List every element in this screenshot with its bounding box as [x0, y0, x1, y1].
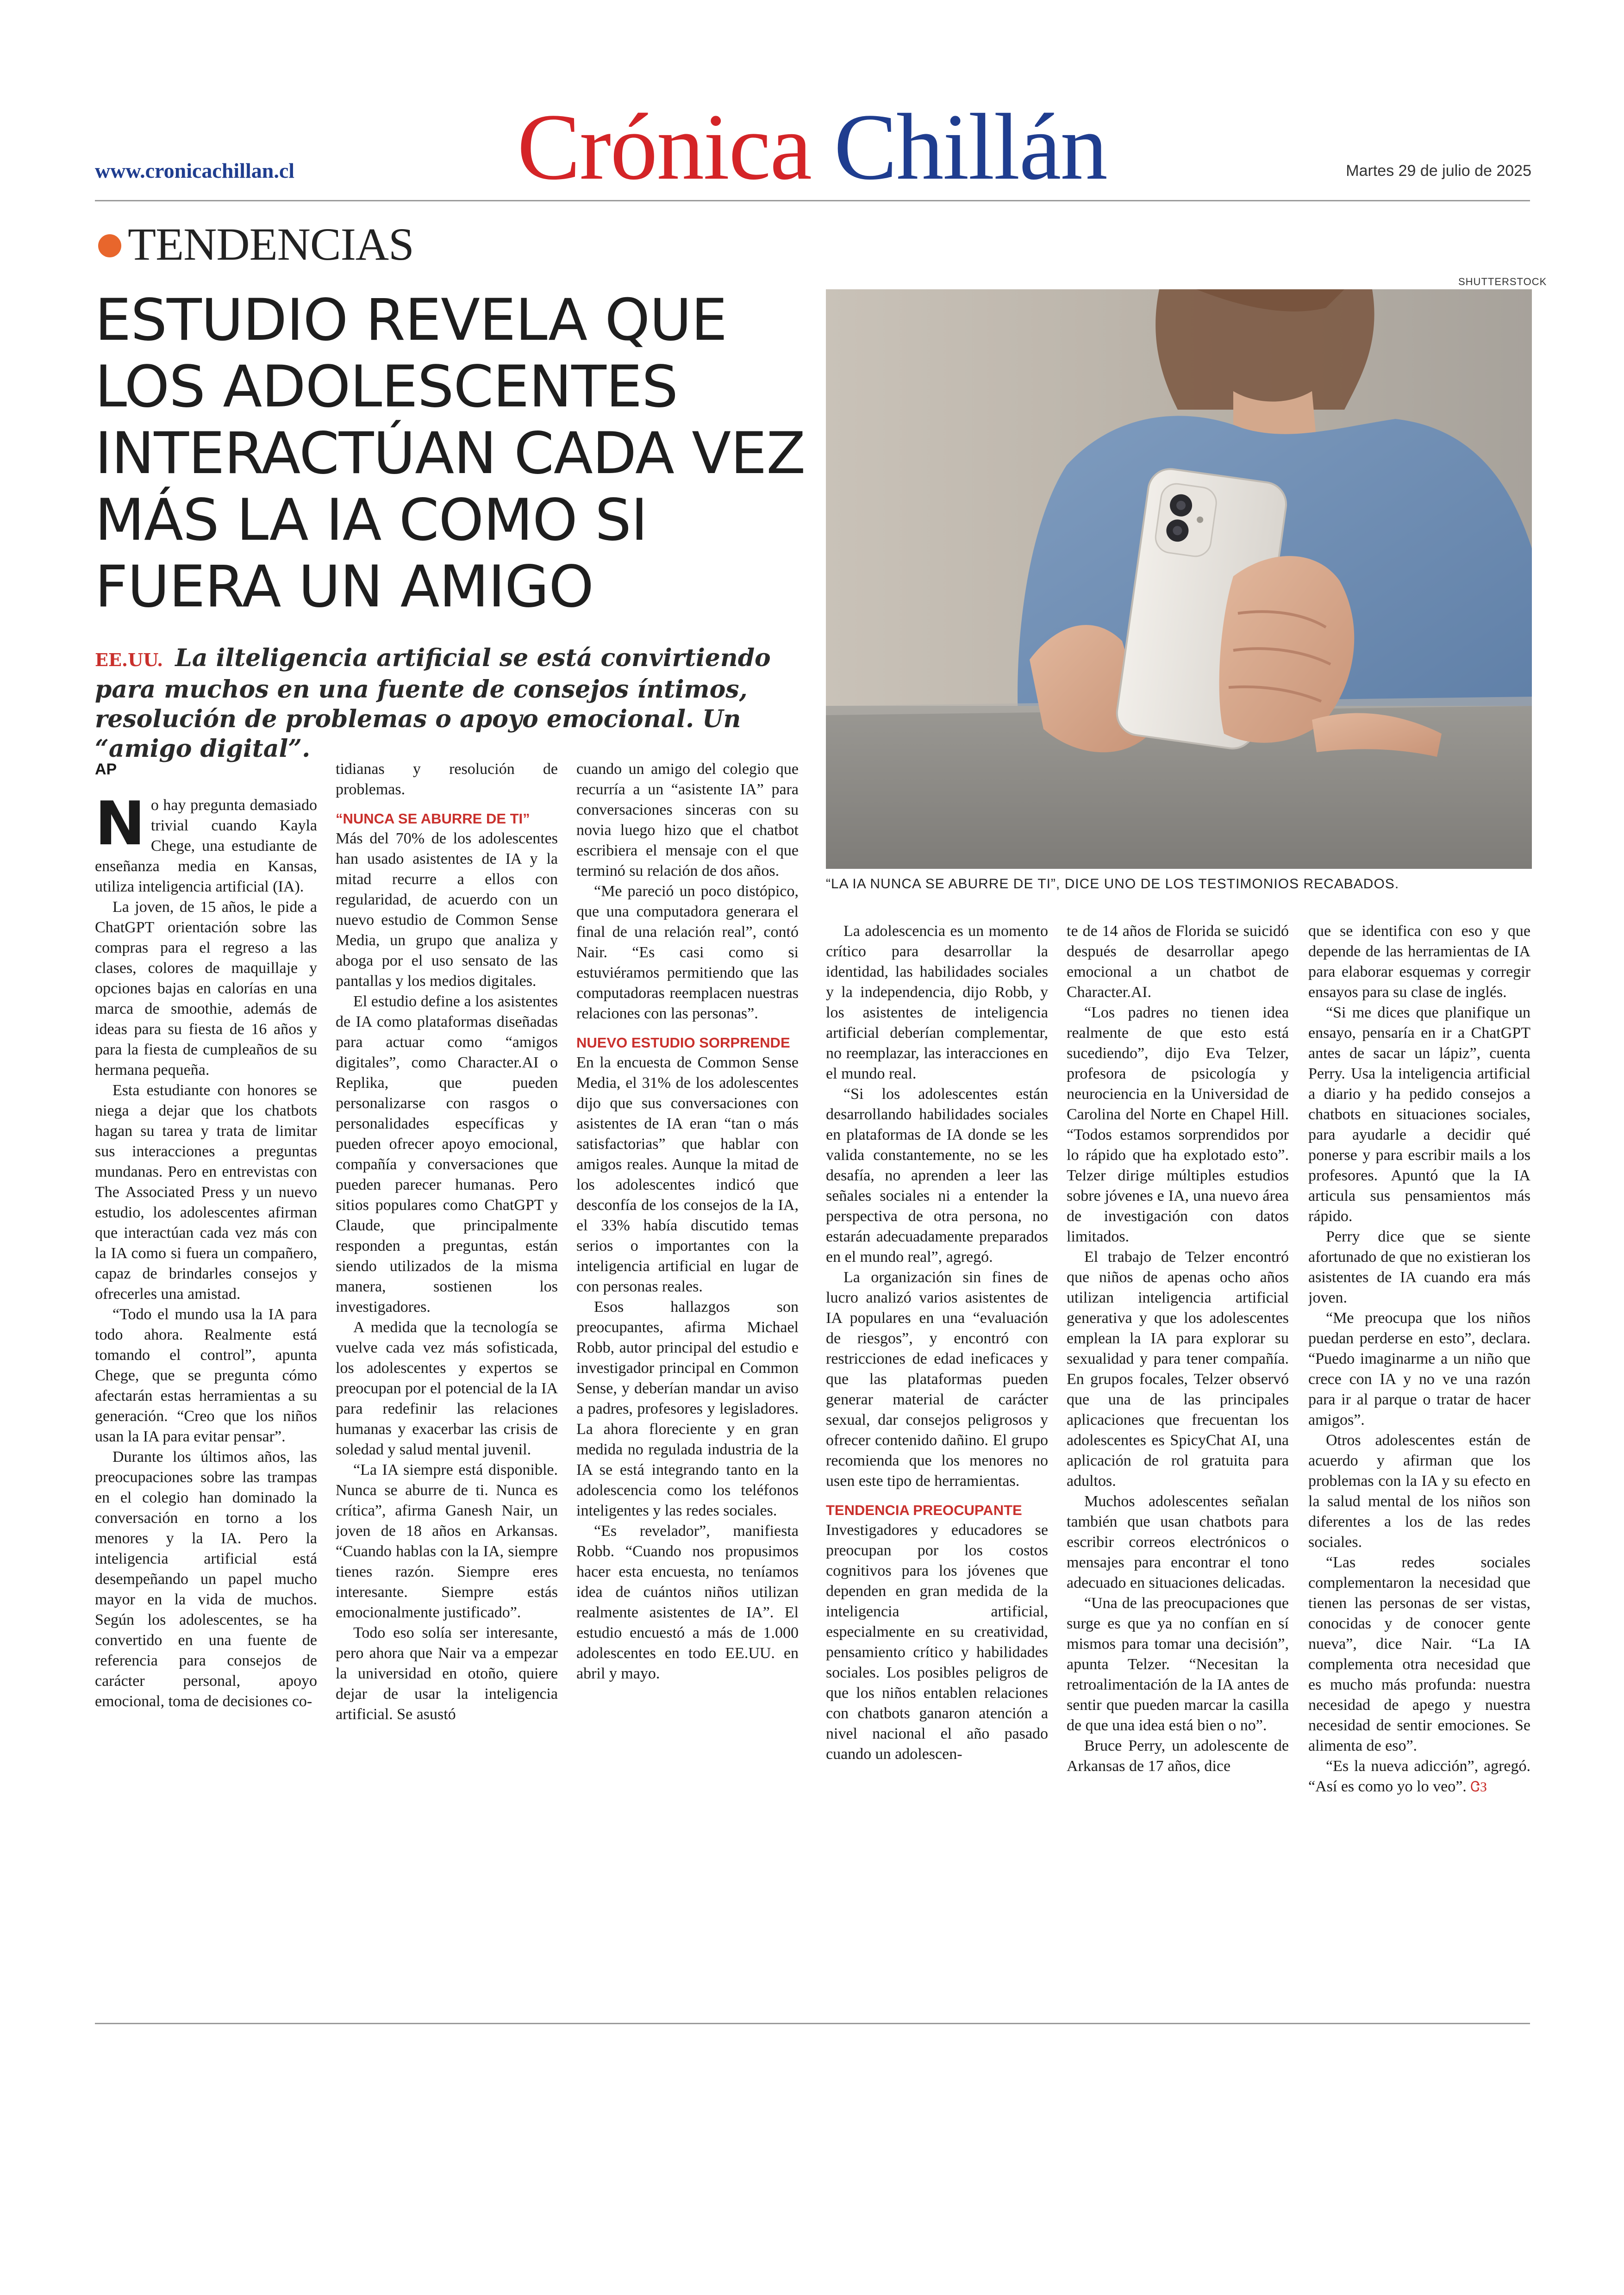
paragraph: Durante los últimos años, las preocupaciones sobre las trampas en el colegio han dominado la conversación en torno a los menores y la IA. Pero la inteligencia artificial está desempeñando un papel mucho mayor en la vida de muchos. Según los adolescentes, se ha convertido en una fuente de referencia para consejos de carácter personal, apoyo emocional, toma de decisiones co- — [95, 1448, 317, 1710]
paragraph: Perry dice que se siente afortunado de que no existieran los asistentes de IA cuando era más joven. — [1308, 1228, 1530, 1306]
paragraph: La adolescencia es un momento crítico para desarrollar la identidad, las habilidades sociales y la independencia, dijo Robb, y los asistentes de inteligencia artificial deberían complementar, no reemplazar, las interacciones en el mundo real. — [826, 923, 1048, 1082]
paragraph: Muchos adolescentes señalan también que usan chatbots para escribir correos electrónicos o mensajes para encontrar el tono adecuado en situaciones delicadas. — [1067, 1493, 1289, 1591]
top-divider — [95, 200, 1530, 201]
deck-text: La ilteligencia artificial se está convirtiendo para muchos en una fuente de consejos íntimos, resolución de problemas o apoyo emocional. Un “amigo digital”. — [95, 644, 771, 763]
masthead-title-part1: Crónica — [517, 94, 812, 200]
deck-location-tag: EE.UU. — [95, 649, 163, 670]
site-url[interactable]: www.cronicachillan.cl — [95, 159, 295, 182]
lead-paragraph: No hay pregunta demasiado trivial cuando Kayla Chege, una estudiante de enseñanza media en Kansas, utiliza inteligencia artificial (IA). — [95, 788, 317, 895]
paragraph: La organización sin fines de lucro analizó varios asistentes de IA populares en una “evaluación de riesgos”, y encontró con restricciones de edad ineficaces y que las plataformas pueden generar material de carácter sexual, dar consejos peligrosos y ofrecer contenido dañino. El grupo recomienda que los menores no usen este tipo de herramientas. — [826, 1269, 1048, 1490]
paragraph: “Me pareció un poco distópico, que una computadora generara el final de una relación real”, contó Nair. “Es casi como si estuviéramos permitiendo que las computadoras reemplacen nuestras relaciones con las personas”. — [576, 883, 799, 1022]
deck — [95, 643, 817, 764]
paragraph: El estudio define a los asistentes de IA como plataformas diseñadas para actuar como “amigos digitales”, como Character.AI o Replika, que pueden personalizarse con rasgos o personalidades específicas y pueden ofrecer apoyo emocional, compañía y conversaciones que pueden parecer humanas. Pero sitios populares como ChatGPT y Claude, que principalmente responden a preguntas, están siendo utilizados de la misma manera, sostienen los investigadores. — [336, 993, 558, 1316]
phone-hands-illustration — [826, 289, 1532, 869]
paragraph: “Es revelador”, manifiesta Robb. “Cuando nos propusimos hacer esta encuesta, no teníamos idea de cuántos niños utilizan realmente asistentes de IA”. El estudio encuestó a más de 1.000 adolescentes en todo EE.UU. en abril y mayo. — [576, 1522, 799, 1682]
paragraph: “Las redes sociales complementaron la necesidad que tienen las personas de ser vistas, conocidas y de conocer gente nueva”, dice Nair. “La IA complementa otra necesidad que es mucho más profunda: nuestra necesidad de apego y nuestra necesidad de sentir emociones. Se alimenta de eso”. — [1308, 1554, 1530, 1754]
paragraph: Otros adolescentes están de acuerdo y afirman que los problemas con la IA y su efecto en la salud mental de los niños son diferentes a los de las redes sociales. — [1308, 1432, 1530, 1551]
article-column-4 — [826, 921, 1048, 1916]
paragraph: La joven, de 15 años, le pide a ChatGPT orientación sobre las compras para el regreso a las clases, colores de maquillaje y opciones bajas en calorías en una marca de smoothie, además de ideas para su fiesta de 16 años y para la fiesta de cumpleaños de su hermana pequeña. — [95, 898, 317, 1079]
paragraph: “Una de las preocupaciones que surge es que ya no confían en sí mismos para tomar una decisión”, apunta Telzer. “Necesitan la retroalimentación de la IA antes de sentir que pueden marcar la casilla de que una idea está bien o no”. — [1067, 1595, 1289, 1734]
paragraph: Todo eso solía ser interesante, pero ahora que Nair va a empezar la universidad en otoño, quiere dejar de usar la inteligencia artificial. Se asustó — [336, 1624, 558, 1723]
article-photo — [826, 289, 1532, 869]
dropcap: N — [95, 788, 145, 859]
subheading-tendencia-preocupante: TENDENCIA PREOCUPANTE — [826, 1502, 1022, 1518]
paragraph: “Si me dices que planifique un ensayo, pensaría en ir a ChatGPT antes de sacar un lápiz”, cuenta Perry. Usa la inteligencia artificial a diario y ha pedido consejos a chatbots en situaciones sociales, para ayudarle a decidir qué ponerse y para escribir mails a los profesores. Apuntó que la IA articula sus pensamientos más rápido. — [1308, 1004, 1530, 1225]
article-column-6 — [1308, 921, 1530, 1916]
article-column-2 — [336, 759, 558, 1916]
photo-caption: “LA IA NUNCA SE ABURRE DE TI”, DICE UNO DE LOS TESTIMONIOS RECABADOS. — [826, 876, 1399, 892]
paragraph: Esta estudiante con honores se niega a dejar que los chatbots hagan su tarea y trata de limitar sus interacciones a preguntas mundanas. Pero en entrevistas con The Associated Press y un nuevo estudio, los adolescentes afirman que interactúan cada vez más con la IA como si fuera un compañero, capaz de brindarles consejos y ofrecerles una amistad. — [95, 1082, 317, 1303]
masthead-title-part2: Chillán — [834, 94, 1107, 200]
paragraph-continued: tidianas y resolución de problemas. — [336, 761, 558, 798]
closing-paragraph: “Es la nueva adicción”, agregó. “Así es como yo lo veo”. ᏣЗ — [1308, 1758, 1530, 1795]
paragraph: “Los padres no tienen idea realmente de que esto está sucediendo”, dijo Eva Telzer, profesora de psicología y neurociencia en la Universidad de Carolina del Norte en Chapel Hill. “Todos estamos sorprendidos por lo rápido que ha explotado esto”. Telzer dirige múltiples estudios sobre jóvenes e IA, una nuevo área de investigación con datos limitados. — [1067, 1004, 1289, 1245]
article-column-5 — [1067, 921, 1289, 1916]
bottom-divider — [95, 2023, 1530, 2024]
article-column-3 — [576, 759, 799, 1916]
photo-credit: SHUTTERSTOCK — [1458, 276, 1547, 287]
section-label: TENDENCIAS — [128, 218, 414, 270]
byline: AP — [95, 761, 117, 778]
paragraph: Investigadores y educadores se preocupan por los costos cognitivos para los jóvenes que dependen en gran medida de la inteligencia artificial, especialmente en su creatividad, pensamiento crítico y habilidades sociales. Los posibles peligros de que los niños entablen relaciones con chatbots ganaron atención a nivel nacional el año pasado cuando un adolescen- — [826, 1522, 1048, 1763]
paragraph-continued: cuando un amigo del colegio que recurría a un “asistente IA” para conversaciones sinceras con su novia luego hizo que el chatbot escribiera el mensaje con el que terminó su relación de dos años. — [576, 761, 799, 879]
issue-date: Martes 29 de julio de 2025 — [1346, 162, 1531, 180]
paragraph: “La IA siempre está disponible. Nunca se aburre de ti. Nunca es crítica”, afirma Ganesh Nair, un joven de 18 años en Arkansas. “Cuando hablas con la IA, siempre tienes razón. Siempre eres interesante. Siempre estás emocionalmente justificado”. — [336, 1461, 558, 1621]
subheading-nunca-se-aburre: “NUNCA SE ABURRE DE TI” — [336, 811, 530, 827]
paragraph: El trabajo de Telzer encontró que niños de apenas ocho años utilizan inteligencia artificial generativa y que los adolescentes emplean la IA para explorar su sexualidad y para tener compañía. En grupos focales, Telzer observó que una de las principales aplicaciones que frecuentan los adolescentes es SpicyChat AI, una aplicación de rol gratuita para adultos. — [1067, 1248, 1289, 1490]
paragraph: “Si los adolescentes están desarrollando habilidades sociales en plataformas de IA donde se les valida constantemente, no se les desafía, no aprenden a leer las señales sociales ni a entender la perspectiva de otra persona, no estarán adecuadamente preparados en el mundo real”, agregó. — [826, 1085, 1048, 1266]
paragraph: Esos hallazgos son preocupantes, afirma Michael Robb, autor principal del estudio e investigador principal en Common Sense, y deberían mandar un aviso a padres, profesores y legisladores. La ahora floreciente y en gran medida no regulada industria de la IA se está integrando tanto en la adolescencia como los teléfonos inteligentes y las redes sociales. — [576, 1298, 799, 1519]
paragraph: “Todo el mundo usa la IA para todo ahora. Realmente está tomando el control”, apunta Chege, que se pregunta cómo afectarán estas herramientas a su generación. “Creo que los niños usan la IA para evitar pensar”. — [95, 1306, 317, 1445]
headline: ESTUDIO REVELA QUE LOS ADOLESCENTES INTERACTÚAN CADA VEZ MÁS LA IA COMO SI FUERA UN AMIGO — [95, 287, 806, 620]
end-mark-icon: ᏣЗ — [1470, 1779, 1487, 1795]
paragraph-continued: te de 14 años de Florida se suicidó después de desarrollar apego emocional a un chatbot de Character.AI. — [1067, 923, 1289, 1001]
paragraph-continued: que se identifica con eso y que depende de las herramientas de IA para elaborar esquemas y corregir ensayos para su clase de inglés. — [1308, 923, 1530, 1001]
section-dot-icon — [98, 234, 121, 257]
paragraph: A medida que la tecnología se vuelve cada vez más sofisticada, los adolescentes y expertos se preocupan por el potencial de la IA para redefinir las relaciones humanas y exacerbar las crisis de soledad y salud mental juvenil. — [336, 1319, 558, 1458]
paragraph: Bruce Perry, un adolescente de Arkansas de 17 años, dice — [1067, 1737, 1289, 1775]
article-column-1 — [95, 759, 317, 1916]
paragraph: Más del 70% de los adolescentes han usado asistentes de IA y la mitad recurre a ellos con regularidad, de acuerdo con un nuevo estudio de Common Sense Media, un grupo que analiza y aboga por el uso sensato de las pantallas y los medios digitales. — [336, 830, 558, 990]
subheading-nuevo-estudio: NUEVO ESTUDIO SORPRENDE — [576, 1035, 790, 1051]
paragraph: En la encuesta de Common Sense Media, el 31% de los adolescentes dijo que sus conversaciones con asistentes de IA eran “tan o más satisfactorias” que hablar con amigos reales. Aunque la mitad de los adolescentes indicó que desconfía de los consejos de la IA, el 33% había discutido temas serios o importantes con la inteligencia artificial en lugar de con personas reales. — [576, 1054, 799, 1295]
paragraph: “Me preocupa que los niños puedan perderse en esto”, declara. “Puedo imaginarme a un niño que crece con IA y no ve una razón para ir al parque o tratar de hacer amigos”. — [1308, 1310, 1530, 1428]
